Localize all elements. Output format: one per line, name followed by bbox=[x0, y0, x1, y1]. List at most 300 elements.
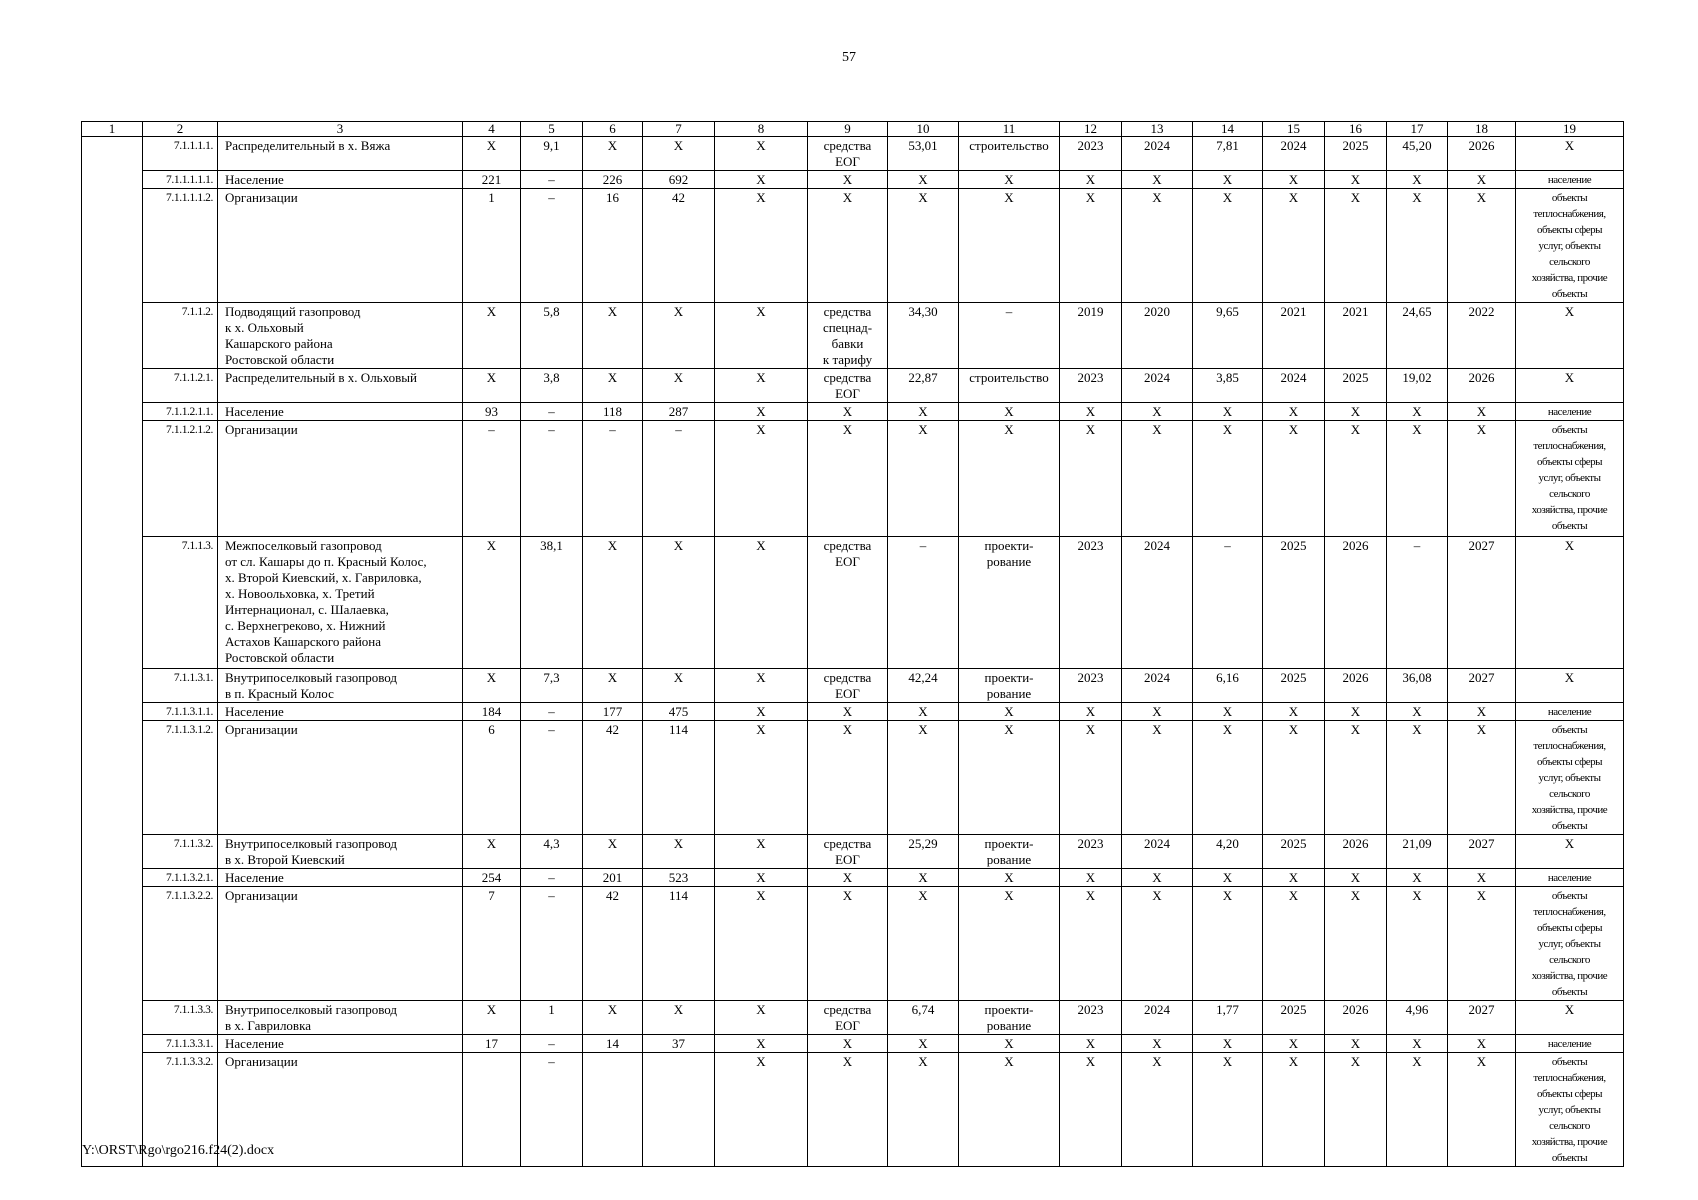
table-cell: средства ЕОГ bbox=[808, 369, 888, 403]
object-name-cell: Распределительный в х. Ольховый bbox=[218, 369, 463, 403]
table-cell: 6 bbox=[463, 721, 521, 835]
table-cell: 2025 bbox=[1263, 669, 1325, 703]
table-row bbox=[82, 1053, 1624, 1167]
table-cell: средства ЕОГ bbox=[808, 835, 888, 869]
table-cell: 4,3 bbox=[521, 835, 583, 869]
table-cell: Х bbox=[1448, 703, 1516, 721]
table-cell: Х bbox=[715, 1053, 808, 1167]
row-number-cell: 7.1.1.1.1.1. bbox=[143, 171, 218, 189]
table-cell: 2023 bbox=[1060, 137, 1122, 171]
table-row bbox=[82, 721, 1624, 835]
table-cell: Х bbox=[959, 189, 1060, 303]
table-cell: – bbox=[521, 1035, 583, 1053]
table-cell: 2021 bbox=[1263, 303, 1325, 369]
table-cell: 6,16 bbox=[1193, 669, 1263, 703]
table-cell: 9,65 bbox=[1193, 303, 1263, 369]
table-cell: 2025 bbox=[1263, 537, 1325, 669]
row-number-cell: 7.1.1.2.1. bbox=[143, 369, 218, 403]
table-cell: Х bbox=[1387, 189, 1448, 303]
table-cell: 2020 bbox=[1122, 303, 1193, 369]
table-cell: Х bbox=[1193, 1053, 1263, 1167]
consumer-category-cell: объекты теплоснабжения, объекты сферы услуг, объекты сельского хозяйства, прочие объекты bbox=[1516, 1053, 1624, 1167]
footer-file-path: Y:\ORST\Rgo\rgo216.f24(2).docx bbox=[82, 1143, 275, 1158]
table-cell: 2024 bbox=[1122, 537, 1193, 669]
table-cell: 254 bbox=[463, 869, 521, 887]
table-cell: 2024 bbox=[1263, 369, 1325, 403]
column-header: 19 bbox=[1516, 122, 1624, 137]
row-number-cell: 7.1.1.1.1.2. bbox=[143, 189, 218, 303]
row-number-cell: 7.1.1.3.3.2. bbox=[143, 1053, 218, 1167]
table-cell: Х bbox=[1060, 887, 1122, 1001]
table-cell: Х bbox=[808, 171, 888, 189]
table-cell: Х bbox=[643, 1001, 715, 1035]
table-cell: 2025 bbox=[1325, 369, 1387, 403]
table-cell: 14 bbox=[583, 1035, 643, 1053]
table-cell: 6,74 bbox=[888, 1001, 959, 1035]
column-header: 17 bbox=[1387, 122, 1448, 137]
table-cell: средства спецнад- бавки к тарифу bbox=[808, 303, 888, 369]
table-cell: 42 bbox=[643, 189, 715, 303]
table-cell: 2022 bbox=[1448, 303, 1516, 369]
table-cell: 2019 bbox=[1060, 303, 1122, 369]
table-cell: 2023 bbox=[1060, 1001, 1122, 1035]
table-cell: 42 bbox=[583, 721, 643, 835]
table-cell: 2025 bbox=[1325, 137, 1387, 171]
table-cell: – bbox=[521, 403, 583, 421]
table-cell: Х bbox=[643, 537, 715, 669]
table-cell: 7,81 bbox=[1193, 137, 1263, 171]
table-cell: Х bbox=[1060, 703, 1122, 721]
table-cell: Х bbox=[959, 421, 1060, 537]
column-header: 10 bbox=[888, 122, 959, 137]
table-cell: 53,01 bbox=[888, 137, 959, 171]
table-cell: строительство bbox=[959, 137, 1060, 171]
column-header: 1 bbox=[82, 122, 143, 137]
table-row bbox=[82, 403, 1624, 421]
table-cell: Х bbox=[888, 887, 959, 1001]
table-cell: Х bbox=[888, 1053, 959, 1167]
table-row bbox=[82, 835, 1624, 869]
column-header: 2 bbox=[143, 122, 218, 137]
consumer-category-cell: Х bbox=[1516, 537, 1624, 669]
table-cell: 2024 bbox=[1122, 1001, 1193, 1035]
column-header: 13 bbox=[1122, 122, 1193, 137]
table-cell: Х bbox=[1448, 189, 1516, 303]
table-cell: Х bbox=[1325, 403, 1387, 421]
table-cell: средства ЕОГ bbox=[808, 1001, 888, 1035]
table-cell: 37 bbox=[643, 1035, 715, 1053]
table-cell: – bbox=[521, 189, 583, 303]
consumer-category-cell: население bbox=[1516, 869, 1624, 887]
table-cell: 692 bbox=[643, 171, 715, 189]
table-cell: Х bbox=[1193, 403, 1263, 421]
table-cell: Х bbox=[715, 189, 808, 303]
table-cell: Х bbox=[1263, 189, 1325, 303]
table-cell: Х bbox=[1060, 421, 1122, 537]
consumer-category-cell: Х bbox=[1516, 1001, 1624, 1035]
column-header: 16 bbox=[1325, 122, 1387, 137]
table-cell: Х bbox=[583, 835, 643, 869]
table-row bbox=[82, 137, 1624, 171]
table-cell: 22,87 bbox=[888, 369, 959, 403]
table-cell: Х bbox=[583, 137, 643, 171]
column-1-cell bbox=[82, 137, 143, 1167]
table-row bbox=[82, 303, 1624, 369]
table-cell: Х bbox=[715, 887, 808, 1001]
table-cell: проекти- рование bbox=[959, 537, 1060, 669]
table-cell: Х bbox=[1448, 721, 1516, 835]
table-cell: 118 bbox=[583, 403, 643, 421]
table-cell: Х bbox=[888, 403, 959, 421]
consumer-category-cell: объекты теплоснабжения, объекты сферы услуг, объекты сельского хозяйства, прочие объекты bbox=[1516, 421, 1624, 537]
table-cell: Х bbox=[1122, 171, 1193, 189]
table-row bbox=[82, 189, 1624, 303]
table-cell: 25,29 bbox=[888, 835, 959, 869]
object-name-cell: Организации bbox=[218, 721, 463, 835]
table-row bbox=[82, 887, 1624, 1001]
table-cell: Х bbox=[1122, 189, 1193, 303]
row-number-cell: 7.1.1.2.1.2. bbox=[143, 421, 218, 537]
table-cell: Х bbox=[1122, 421, 1193, 537]
object-name-cell: Население bbox=[218, 703, 463, 721]
column-header: 3 bbox=[218, 122, 463, 137]
table-cell: Х bbox=[1325, 1053, 1387, 1167]
table-cell: 42,24 bbox=[888, 669, 959, 703]
table-cell: Х bbox=[1263, 1053, 1325, 1167]
table-cell: Х bbox=[1060, 189, 1122, 303]
table-cell: Х bbox=[1263, 421, 1325, 537]
object-name-cell: Распределительный в х. Вяжа bbox=[218, 137, 463, 171]
table-cell: Х bbox=[1387, 421, 1448, 537]
table-cell: Х bbox=[1325, 1035, 1387, 1053]
table-row bbox=[82, 703, 1624, 721]
table-cell: Х bbox=[1122, 403, 1193, 421]
table-cell: 93 bbox=[463, 403, 521, 421]
table-cell: средства ЕОГ bbox=[808, 537, 888, 669]
table-cell: 4,20 bbox=[1193, 835, 1263, 869]
table-cell: Х bbox=[1263, 171, 1325, 189]
table-cell: 177 bbox=[583, 703, 643, 721]
table-cell: Х bbox=[1122, 869, 1193, 887]
column-header: 9 bbox=[808, 122, 888, 137]
table-cell: Х bbox=[1448, 403, 1516, 421]
table-cell: 34,30 bbox=[888, 303, 959, 369]
table-cell: Х bbox=[808, 1035, 888, 1053]
table-cell: 184 bbox=[463, 703, 521, 721]
table-row bbox=[82, 1035, 1624, 1053]
table-cell: Х bbox=[1448, 421, 1516, 537]
consumer-category-cell: население bbox=[1516, 171, 1624, 189]
consumer-category-cell: объекты теплоснабжения, объекты сферы услуг, объекты сельского хозяйства, прочие объекты bbox=[1516, 721, 1624, 835]
table-cell bbox=[463, 1053, 521, 1167]
table-cell: – bbox=[521, 1053, 583, 1167]
table-cell: 9,1 bbox=[521, 137, 583, 171]
table-cell: Х bbox=[715, 703, 808, 721]
object-name-cell: Внутрипоселковый газопровод в п. Красный Колос bbox=[218, 669, 463, 703]
table-body bbox=[82, 122, 1624, 1167]
table-cell: – bbox=[583, 421, 643, 537]
table-row bbox=[82, 869, 1624, 887]
table-cell: Х bbox=[1122, 703, 1193, 721]
table-cell: Х bbox=[808, 721, 888, 835]
table-cell: – bbox=[521, 887, 583, 1001]
page-number: 57 bbox=[842, 50, 856, 65]
table-cell: Х bbox=[463, 1001, 521, 1035]
table-cell: 2026 bbox=[1448, 369, 1516, 403]
table-cell: Х bbox=[715, 1001, 808, 1035]
table-cell: 523 bbox=[643, 869, 715, 887]
table-cell: 5,8 bbox=[521, 303, 583, 369]
consumer-category-cell: Х bbox=[1516, 369, 1624, 403]
consumer-category-cell: население bbox=[1516, 703, 1624, 721]
table-cell: Х bbox=[463, 669, 521, 703]
table-cell: Х bbox=[808, 703, 888, 721]
table-cell: 2026 bbox=[1325, 669, 1387, 703]
row-number-cell: 7.1.1.3.1. bbox=[143, 669, 218, 703]
gas-pipeline-table bbox=[81, 121, 1624, 1167]
table-row bbox=[82, 421, 1624, 537]
table-row bbox=[82, 669, 1624, 703]
table-cell: 2023 bbox=[1060, 369, 1122, 403]
table-cell: 1 bbox=[521, 1001, 583, 1035]
table-cell: – bbox=[521, 721, 583, 835]
row-number-cell: 7.1.1.3.2.2. bbox=[143, 887, 218, 1001]
column-header: 4 bbox=[463, 122, 521, 137]
table-cell: Х bbox=[1448, 869, 1516, 887]
table-cell: Х bbox=[808, 887, 888, 1001]
table-cell: проекти- рование bbox=[959, 835, 1060, 869]
table-cell: Х bbox=[888, 171, 959, 189]
table-cell bbox=[643, 1053, 715, 1167]
table-cell: Х bbox=[1325, 869, 1387, 887]
table-cell: Х bbox=[808, 869, 888, 887]
table-cell: Х bbox=[1193, 171, 1263, 189]
row-number-cell: 7.1.1.2.1.1. bbox=[143, 403, 218, 421]
object-name-cell: Межпоселковый газопровод от сл. Кашары до п. Красный Колос, х. Второй Киевский, х. Гавриловка, х. Новоольховка, х. Третий Интернационал, с. Шалаевка, с. Верхнегреково, х. Нижний Астахов Кашарского района Ростовской области bbox=[218, 537, 463, 669]
table-cell: Х bbox=[715, 303, 808, 369]
table-cell: Х bbox=[1325, 421, 1387, 537]
table-cell: 7 bbox=[463, 887, 521, 1001]
table-cell: Х bbox=[463, 369, 521, 403]
table-cell: 16 bbox=[583, 189, 643, 303]
table-cell: 17 bbox=[463, 1035, 521, 1053]
table-cell: Х bbox=[1387, 887, 1448, 1001]
consumer-category-cell: объекты теплоснабжения, объекты сферы услуг, объекты сельского хозяйства, прочие объекты bbox=[1516, 189, 1624, 303]
table-cell: Х bbox=[1387, 869, 1448, 887]
table-cell: Х bbox=[1263, 887, 1325, 1001]
table-cell: Х bbox=[1193, 887, 1263, 1001]
table-cell: Х bbox=[715, 721, 808, 835]
consumer-category-cell: Х bbox=[1516, 137, 1624, 171]
column-header: 12 bbox=[1060, 122, 1122, 137]
table-cell: Х bbox=[1122, 721, 1193, 835]
table-cell: Х bbox=[1122, 1035, 1193, 1053]
table-cell: Х bbox=[1060, 1053, 1122, 1167]
table-cell: 2024 bbox=[1122, 669, 1193, 703]
table-cell: Х bbox=[1263, 703, 1325, 721]
table-cell: – bbox=[1193, 537, 1263, 669]
column-header: 6 bbox=[583, 122, 643, 137]
table-cell: 2023 bbox=[1060, 835, 1122, 869]
row-number-cell: 7.1.1.3.1.1. bbox=[143, 703, 218, 721]
table-cell: 4,96 bbox=[1387, 1001, 1448, 1035]
table-cell: Х bbox=[1193, 1035, 1263, 1053]
row-number-cell: 7.1.1.3.2. bbox=[143, 835, 218, 869]
object-name-cell: Организации bbox=[218, 189, 463, 303]
table-cell: Х bbox=[583, 369, 643, 403]
table-cell: Х bbox=[959, 171, 1060, 189]
table-row bbox=[82, 171, 1624, 189]
table-cell: Х bbox=[1122, 887, 1193, 1001]
table-cell: 36,08 bbox=[1387, 669, 1448, 703]
table-cell: 2024 bbox=[1122, 369, 1193, 403]
table-cell: Х bbox=[1263, 1035, 1325, 1053]
table-cell: Х bbox=[959, 1035, 1060, 1053]
table-cell: – bbox=[521, 703, 583, 721]
object-name-cell: Внутрипоселковый газопровод в х. Второй Киевский bbox=[218, 835, 463, 869]
object-name-cell: Внутрипоселковый газопровод в х. Гавриловка bbox=[218, 1001, 463, 1035]
table-cell: – bbox=[521, 869, 583, 887]
object-name-cell: Население bbox=[218, 1035, 463, 1053]
table-cell bbox=[583, 1053, 643, 1167]
table-cell: Х bbox=[888, 1035, 959, 1053]
row-number-cell: 7.1.1.3. bbox=[143, 537, 218, 669]
table-cell: Х bbox=[959, 1053, 1060, 1167]
table-cell: Х bbox=[1193, 703, 1263, 721]
table-cell: средства ЕОГ bbox=[808, 137, 888, 171]
table-cell: строительство bbox=[959, 369, 1060, 403]
table-row bbox=[82, 1001, 1624, 1035]
table-cell: Х bbox=[715, 669, 808, 703]
table-cell: Х bbox=[808, 1053, 888, 1167]
table-cell: – bbox=[888, 537, 959, 669]
table-cell: проекти- рование bbox=[959, 669, 1060, 703]
table-cell: 2027 bbox=[1448, 669, 1516, 703]
row-number-cell: 7.1.1.2. bbox=[143, 303, 218, 369]
table-cell: Х bbox=[888, 189, 959, 303]
column-number-header-row bbox=[82, 122, 1624, 137]
table-cell: Х bbox=[643, 369, 715, 403]
table-cell: Х bbox=[643, 835, 715, 869]
table-cell: Х bbox=[959, 887, 1060, 1001]
consumer-category-cell: Х bbox=[1516, 669, 1624, 703]
table-cell: 19,02 bbox=[1387, 369, 1448, 403]
consumer-category-cell: Х bbox=[1516, 303, 1624, 369]
column-header: 18 bbox=[1448, 122, 1516, 137]
table-cell: 21,09 bbox=[1387, 835, 1448, 869]
table-cell: 2026 bbox=[1325, 537, 1387, 669]
table-cell: Х bbox=[715, 835, 808, 869]
row-number-cell: 7.1.1.3.2.1. bbox=[143, 869, 218, 887]
table-cell: 3,8 bbox=[521, 369, 583, 403]
table-cell: Х bbox=[643, 303, 715, 369]
table-cell: 2024 bbox=[1122, 835, 1193, 869]
table-cell: Х bbox=[715, 369, 808, 403]
table-cell: 114 bbox=[643, 721, 715, 835]
table-cell: Х bbox=[463, 537, 521, 669]
column-header: 11 bbox=[959, 122, 1060, 137]
table-cell: 2024 bbox=[1263, 137, 1325, 171]
column-header: 8 bbox=[715, 122, 808, 137]
table-cell: Х bbox=[1263, 403, 1325, 421]
consumer-category-cell: Х bbox=[1516, 835, 1624, 869]
table-cell: Х bbox=[1193, 189, 1263, 303]
table-cell: Х bbox=[1387, 171, 1448, 189]
table-cell: Х bbox=[1060, 403, 1122, 421]
table-cell: Х bbox=[583, 303, 643, 369]
object-name-cell: Население bbox=[218, 171, 463, 189]
table-cell: 201 bbox=[583, 869, 643, 887]
table-cell: Х bbox=[888, 421, 959, 537]
table-cell: 2025 bbox=[1263, 835, 1325, 869]
table-cell: Х bbox=[463, 303, 521, 369]
table-cell: Х bbox=[583, 1001, 643, 1035]
table-cell: Х bbox=[1325, 171, 1387, 189]
table-cell: Х bbox=[643, 669, 715, 703]
table-cell: 2021 bbox=[1325, 303, 1387, 369]
column-header: 15 bbox=[1263, 122, 1325, 137]
table-cell: Х bbox=[888, 703, 959, 721]
table-cell: Х bbox=[1060, 1035, 1122, 1053]
table-cell: 221 bbox=[463, 171, 521, 189]
table-cell: Х bbox=[1263, 721, 1325, 835]
table-row bbox=[82, 369, 1624, 403]
table-cell: – bbox=[521, 421, 583, 537]
table-cell: проекти- рование bbox=[959, 1001, 1060, 1035]
table-cell: Х bbox=[715, 171, 808, 189]
table-cell: Х bbox=[1193, 869, 1263, 887]
row-number-cell: 7.1.1.1.1. bbox=[143, 137, 218, 171]
object-name-cell: Подводящий газопровод к х. Ольховый Кашарского района Ростовской области bbox=[218, 303, 463, 369]
table-cell: 2025 bbox=[1263, 1001, 1325, 1035]
column-header: 7 bbox=[643, 122, 715, 137]
consumer-category-cell: население bbox=[1516, 403, 1624, 421]
table-cell: Х bbox=[808, 421, 888, 537]
table-cell: Х bbox=[643, 137, 715, 171]
object-name-cell: Население bbox=[218, 403, 463, 421]
table-cell: 45,20 bbox=[1387, 137, 1448, 171]
table-cell: – bbox=[959, 303, 1060, 369]
table-cell: 2026 bbox=[1448, 137, 1516, 171]
table-cell: Х bbox=[1060, 721, 1122, 835]
table-cell: 1,77 bbox=[1193, 1001, 1263, 1035]
table-cell: Х bbox=[1448, 171, 1516, 189]
table-cell: Х bbox=[715, 421, 808, 537]
table-cell: Х bbox=[1325, 887, 1387, 1001]
table-cell: Х bbox=[715, 137, 808, 171]
column-header: 5 bbox=[521, 122, 583, 137]
table-cell: 24,65 bbox=[1387, 303, 1448, 369]
table-cell: 2024 bbox=[1122, 137, 1193, 171]
table-cell: 226 bbox=[583, 171, 643, 189]
object-name-cell: Население bbox=[218, 869, 463, 887]
table-cell: 1 bbox=[463, 189, 521, 303]
table-cell: Х bbox=[583, 537, 643, 669]
table-cell: Х bbox=[1325, 189, 1387, 303]
table-cell: 2023 bbox=[1060, 537, 1122, 669]
table-cell: Х bbox=[1263, 869, 1325, 887]
row-number-cell: 7.1.1.3.3.1. bbox=[143, 1035, 218, 1053]
table-cell: 7,3 bbox=[521, 669, 583, 703]
table-cell: 3,85 bbox=[1193, 369, 1263, 403]
table-cell: – bbox=[521, 171, 583, 189]
table-cell: Х bbox=[1448, 887, 1516, 1001]
table-cell: Х bbox=[1387, 721, 1448, 835]
table-cell: Х bbox=[959, 721, 1060, 835]
table-cell: Х bbox=[1122, 1053, 1193, 1167]
table-cell: Х bbox=[715, 869, 808, 887]
table-cell: Х bbox=[1193, 421, 1263, 537]
